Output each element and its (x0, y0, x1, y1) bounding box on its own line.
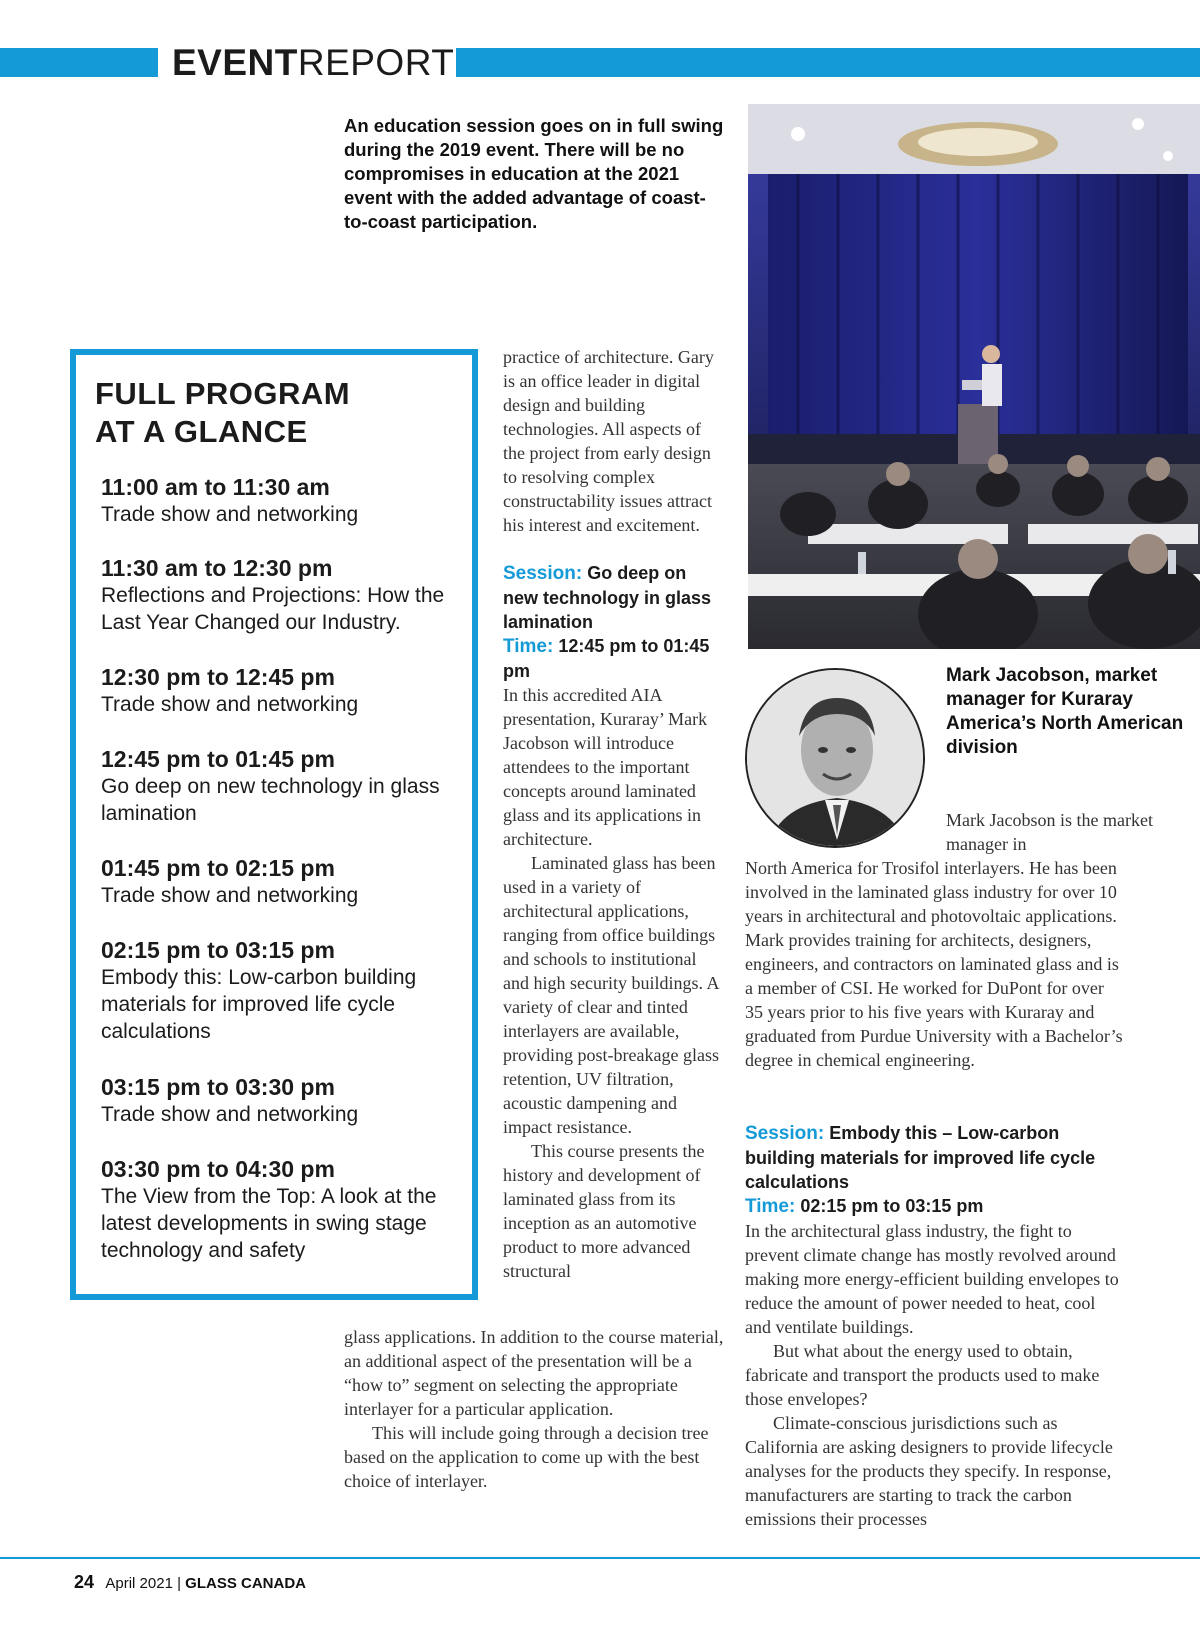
session-time (745, 1194, 1125, 1219)
program-item (101, 745, 461, 827)
program-item-desc: Embody this: Low-carbon building materials for improved life cycle calculations (101, 966, 417, 1043)
intro-paragraph: practice of architecture. Gary is an office leader in digital design and building technologies. All aspects of the project from early design to resolving complex constructability issues attract his interest and excitement. (503, 347, 714, 535)
footer-rule (0, 1557, 1200, 1559)
header-accent-bar-right (456, 48, 1200, 77)
body-paragraph: Climate-conscious jurisdictions such as California are asking designers to provide lifecycle analyses for the products they specify. In response, manufacturers are starting to track the carbon emissions their processes (745, 1413, 1113, 1529)
section-title (172, 41, 454, 85)
program-item-desc: Trade show and networking (101, 884, 359, 907)
bio-paragraph: North America for Trosifol interlayers. He has been involved in the laminated glass industry for over 10 years in architectural and photovoltaic applications. Mark provides training for architects, designers, engineers, and contractors on laminated glass and is a member of CSI. He worked for DuPont for over 35 years prior to his five years with Kuraray and graduated from Purdue University with a Bachelor’s degree in chemical engineering. (745, 858, 1123, 1070)
time-value: 02:15 pm to 03:15 pm (800, 1196, 984, 1216)
program-item-desc: Go deep on new technology in glass lamination (101, 775, 440, 825)
program-item-time: 12:45 pm to 01:45 pm (101, 746, 335, 772)
program-item (101, 1073, 461, 1128)
body-paragraph: In this accredited AIA presentation, Kuraray’ Mark Jacobson will introduce attendees to the important concepts around laminated glass and its applications in architecture. (503, 685, 708, 849)
page-footer (74, 1572, 306, 1594)
speaker-portrait (745, 668, 925, 848)
body-paragraph: This course presents the history and development of laminated glass from its inception as an automotive product to more advanced structural (503, 1141, 705, 1281)
right-column (745, 1121, 1125, 1531)
program-item-time: 12:30 pm to 12:45 pm (101, 664, 335, 690)
program-title (95, 375, 465, 451)
page-number: 24 (74, 1572, 95, 1592)
section-title-bold: EVENT (172, 42, 298, 83)
body-paragraph: glass applications. In addition to the course material, an additional aspect of the presentation will be a “how to” segment on selecting the appropriate interlayer for a particular application. (344, 1327, 724, 1419)
program-item-desc: Trade show and networking (101, 503, 359, 526)
program-item-time: 02:15 pm to 03:15 pm (101, 937, 335, 963)
program-item (101, 936, 461, 1045)
session-label: Session: (745, 1123, 825, 1144)
session-heading (745, 1121, 1125, 1194)
time-label: Time: (503, 636, 554, 657)
program-item-time: 03:15 pm to 03:30 pm (101, 1074, 335, 1100)
program-item-time: 11:00 am to 11:30 am (101, 474, 330, 500)
time-label: Time: (745, 1196, 796, 1217)
program-item-desc: Trade show and networking (101, 693, 359, 716)
portrait-caption: Mark Jacobson, market manager for Kuraray America’s North American division (946, 665, 1184, 758)
magazine-name: GLASS CANADA (185, 1575, 307, 1592)
program-item (101, 473, 461, 528)
program-item-time: 03:30 pm to 04:30 pm (101, 1156, 335, 1182)
program-item-desc: Trade show and networking (101, 1103, 359, 1126)
program-item-time: 11:30 am to 12:30 pm (101, 555, 333, 581)
bio-intro: Mark Jacobson is the market manager in (946, 810, 1153, 854)
section-title-light: REPORT (297, 42, 455, 83)
body-paragraph: Laminated glass has been used in a variety of architectural applications, ranging from office buildings and schools to institutional and high security buildings. A variety of clear and tinted interlayers are available, providing post-breakage glass retention, UV filtration, acoustic dampening and impact resistance. (503, 853, 719, 1137)
footer-separator: | (177, 1575, 181, 1592)
program-item-time: 01:45 pm to 02:15 pm (101, 855, 335, 881)
program-item (101, 663, 461, 718)
program-title-line2: AT A GLANCE (95, 414, 308, 449)
middle-column (503, 345, 725, 1283)
program-item-desc: The View from the Top: A look at the latest developments in swing stage technology and safety (101, 1185, 437, 1262)
session-time (503, 634, 725, 683)
time-value: 12:45 pm to 01:45 pm (503, 636, 710, 681)
program-item (101, 1155, 461, 1264)
program-item (101, 554, 461, 636)
body-paragraph: This will include going through a decision tree based on the application to come up with the best choice of interlayer. (344, 1423, 709, 1491)
body-paragraph: In the architectural glass industry, the fight to prevent climate change has mostly revolved around making more energy-efficient building envelopes to reduce the amount of power needed to heat, cool and ventilate buildings. (745, 1221, 1119, 1337)
conference-photo (748, 104, 1200, 649)
program-at-a-glance-box (70, 349, 478, 1300)
session-title: Embody this – Low-carbon building materials for improved life cycle calculations (745, 1123, 1096, 1192)
session-title: Go deep on new technology in glass lamination (503, 563, 712, 632)
photo-caption: An education session goes on in full swing during the 2019 event. There will be no compromises in education at the 2021 event with the added advantage of coast-to-coast participation. (344, 115, 724, 232)
middle-column-continued (344, 1325, 725, 1493)
program-item (101, 854, 461, 909)
program-item-desc: Reflections and Projections: How the Last Year Changed our Industry. (101, 584, 445, 634)
session-heading (503, 561, 725, 634)
header-accent-bar-left (0, 48, 158, 77)
body-paragraph: But what about the energy used to obtain, fabricate and transport the products used to make those envelopes? (745, 1341, 1100, 1409)
session-label: Session: (503, 563, 583, 584)
issue-date: April 2021 (105, 1575, 173, 1592)
program-title-line1: FULL PROGRAM (95, 376, 351, 411)
